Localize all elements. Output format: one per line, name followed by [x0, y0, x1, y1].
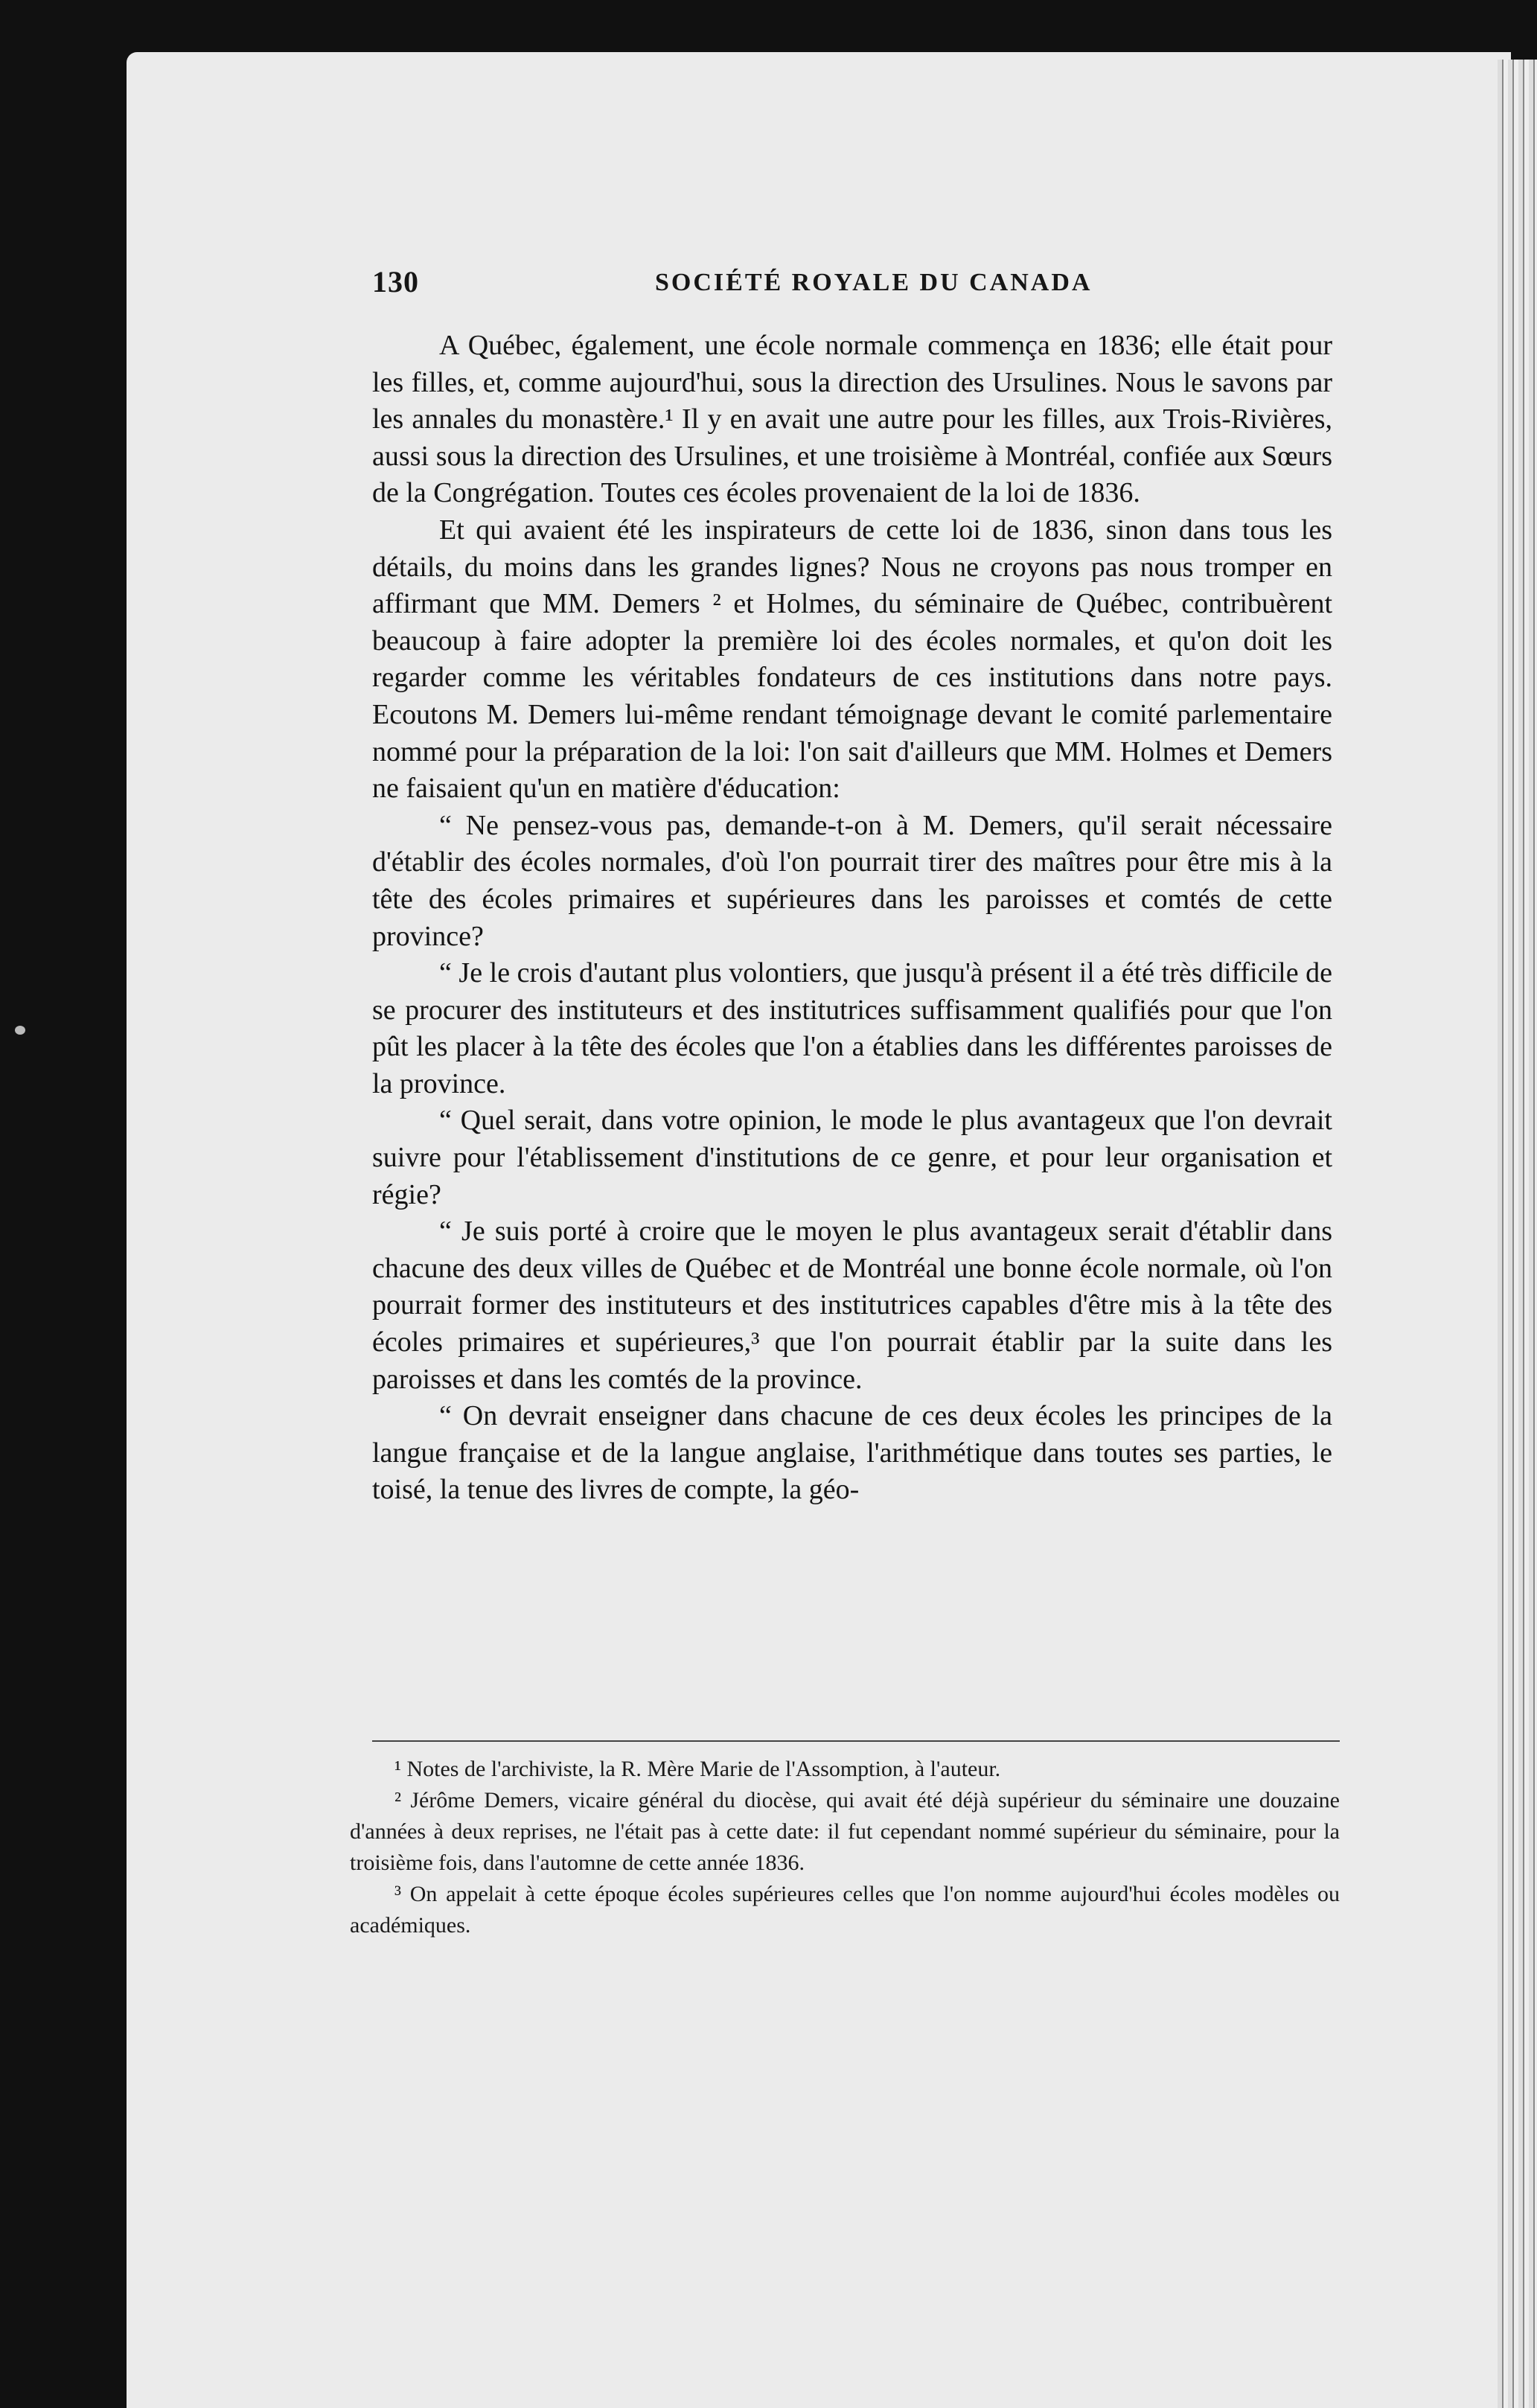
quoted-paragraph: “ On devrait enseigner dans chacune de ces deux écoles les principes de la langue française et de la langue anglaise, l'arithmétique dans toutes ses parties, le toisé, la tenue des livres de compte, la géo- [372, 1400, 1332, 1506]
body-text [372, 328, 1332, 1509]
quoted-paragraph: “ Je suis porté à croire que le moyen le plus avantageux serait d'établir dans chacune des deux villes de Québec et de Montréal une bonne école normale, où l'on pourrait former des instituteurs et des institutrices capables d'être mis à la tête des écoles primaires et supérieures,³ que l'on pourrait établir par la suite dans les paroisses et dans les comtés de la province. [372, 1216, 1332, 1395]
paragraph: A Québec, également, une école normale commença en 1836; elle était pour les filles, et, comme aujourd'hui, sous la direction des Ursulines. Nous le savons par les annales du monastère.¹ Il y en avait une autre pour les filles, aux Trois-Rivières, aussi sous la direction des Ursulines, et une troisième à Montréal, confiée aux Sœurs de la Congrégation. Toutes ces écoles provenaient de la loi de 1836. [372, 330, 1332, 509]
running-title: SOCIÉTÉ ROYALE DU CANADA [655, 269, 1093, 296]
quoted-paragraph: “ Ne pensez-vous pas, demande-t-on à M. Demers, qu'il serait nécessaire d'établir des écoles normales, d'où l'on pourrait tirer des maîtres pour être mis à la tête des écoles primaires et supérieures dans les paroisses et comtés de cette province? [372, 809, 1332, 952]
footnote: ² Jérôme Demers, vicaire général du diocèse, qui avait été déjà supérieur du séminaire une douzaine d'années à deux reprises, ne l'était pas à cette date: il fut cependant nommé supérieur du séminaire, pour la troisième fois, dans l'automne de cette année 1836. [350, 1788, 1340, 1875]
quoted-paragraph: “ Je le crois d'autant plus volontiers, que jusqu'à présent il a été très difficile de se procurer des instituteurs et des institutrices suffisamment qualifiés pour que l'on pût les placer à la tête des écoles que l'on a établies dans les différentes paroisses de la province. [372, 957, 1332, 1099]
scan-speck [15, 1026, 25, 1035]
quoted-paragraph: “ Quel serait, dans votre opinion, le mode le plus avantageux que l'on devrait suivre pour l'établissement d'institutions de ce genre, et pour leur organisation et régie? [372, 1105, 1332, 1210]
footnote: ³ On appelait à cette époque écoles supérieures celles que l'on nomme aujourd'hui écoles modèles ou académiques. [350, 1882, 1340, 1938]
footnote-rule [372, 1740, 1340, 1742]
page-edge-stack [1498, 60, 1537, 2408]
footnote: ¹ Notes de l'archiviste, la R. Mère Marie de l'Assomption, à l'auteur. [394, 1757, 1001, 1781]
page-number: 130 [372, 265, 419, 298]
paragraph: Et qui avaient été les inspirateurs de cette loi de 1836, sinon dans tous les détails, du moins dans les grandes lignes? Nous ne croyons pas nous tromper en affirmant que MM. Demers ² et Holmes, du séminaire de Québec, contribuèrent beaucoup à faire adopter la première loi des écoles normales, et qu'on doit les regarder comme les véritables fondateurs de ces institutions dans notre pays. Ecoutons M. Demers lui-même rendant témoignage devant le comité parlementaire nommé pour la préparation de la loi: l'on sait d'ailleurs que MM. Holmes et Demers ne faisaient qu'un en matière d'éducation: [372, 514, 1332, 805]
footnotes [350, 1754, 1340, 1941]
page-header [372, 264, 1340, 309]
